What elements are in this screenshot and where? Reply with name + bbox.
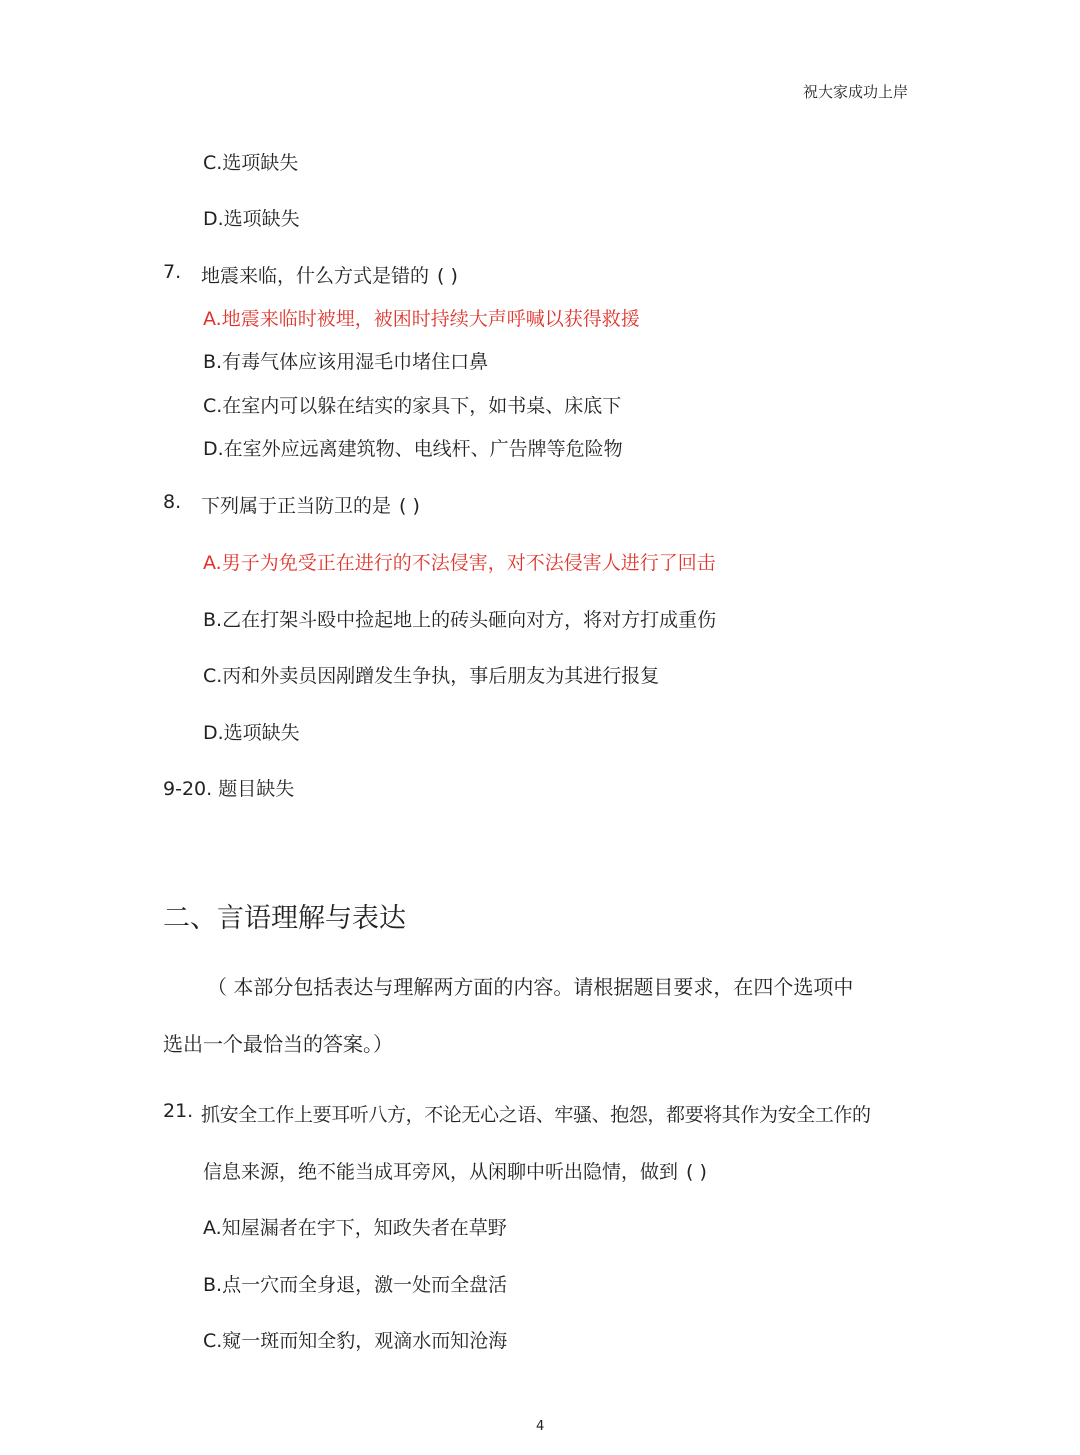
answer-blank: ( ) bbox=[437, 265, 458, 287]
question-number: 21. bbox=[163, 1100, 194, 1122]
question-stem-line1: 抓安全工作上要耳听八方，不论无心之语、牢骚、抱怨，都要将其作为安全工作的 bbox=[201, 1104, 871, 1126]
missing-questions-note: 9-20. 题目缺失 bbox=[163, 778, 295, 800]
question-stem bbox=[201, 261, 458, 288]
option-a-correct: A.男子为免受正在进行的不法侵害，对不法侵害人进行了回击 bbox=[203, 552, 716, 574]
option-c: C.选项缺失 bbox=[203, 152, 299, 174]
section-intro-line2: 选出一个最恰当的答案。） bbox=[163, 1032, 393, 1056]
section-title: 二、言语理解与表达 bbox=[163, 903, 406, 934]
question-number: 7. bbox=[163, 261, 182, 283]
page-number: 4 bbox=[536, 1419, 545, 1434]
option-c: C.丙和外卖员因剐蹭发生争执，事后朋友为其进行报复 bbox=[203, 665, 660, 687]
option-d: D.选项缺失 bbox=[203, 208, 300, 230]
option-b: B.乙在打架斗殴中捡起地上的砖头砸向对方，将对方打成重伤 bbox=[203, 609, 717, 631]
question-stem-text: 下列属于正当防卫的是 bbox=[201, 495, 392, 517]
option-c: C.在室内可以躲在结实的家具下，如书桌、床底下 bbox=[203, 395, 622, 417]
question-stem-text: 地震来临，什么方式是错的 bbox=[201, 265, 430, 287]
answer-blank: ( ) bbox=[686, 1161, 707, 1183]
question-stem-text: 信息来源，绝不能当成耳旁风，从闲聊中听出隐情，做到 bbox=[203, 1161, 679, 1183]
option-b: B.点一穴而全身退，激一处而全盘活 bbox=[203, 1274, 508, 1296]
option-d: D.选项缺失 bbox=[203, 722, 300, 744]
section-intro-line1: （ 本部分包括表达与理解两方面的内容。请根据题目要求，在四个选项中 bbox=[207, 975, 854, 999]
option-b: B.有毒气体应该用湿毛巾堵住口鼻 bbox=[203, 351, 489, 373]
option-a-correct: A.地震来临时被埋，被困时持续大声呼喊以获得救援 bbox=[203, 308, 640, 330]
question-stem-line2 bbox=[203, 1157, 707, 1184]
option-c: C.窥一斑而知全豹，观滴水而知沧海 bbox=[203, 1330, 508, 1352]
header-text: 祝大家成功上岸 bbox=[803, 83, 909, 101]
question-stem bbox=[201, 491, 420, 518]
option-a: A.知屋漏者在宇下，知政失者在草野 bbox=[203, 1217, 507, 1239]
answer-blank: ( ) bbox=[399, 495, 420, 517]
option-d: D.在室外应远离建筑物、电线杆、广告牌等危险物 bbox=[203, 438, 623, 460]
question-number: 8. bbox=[163, 491, 182, 513]
